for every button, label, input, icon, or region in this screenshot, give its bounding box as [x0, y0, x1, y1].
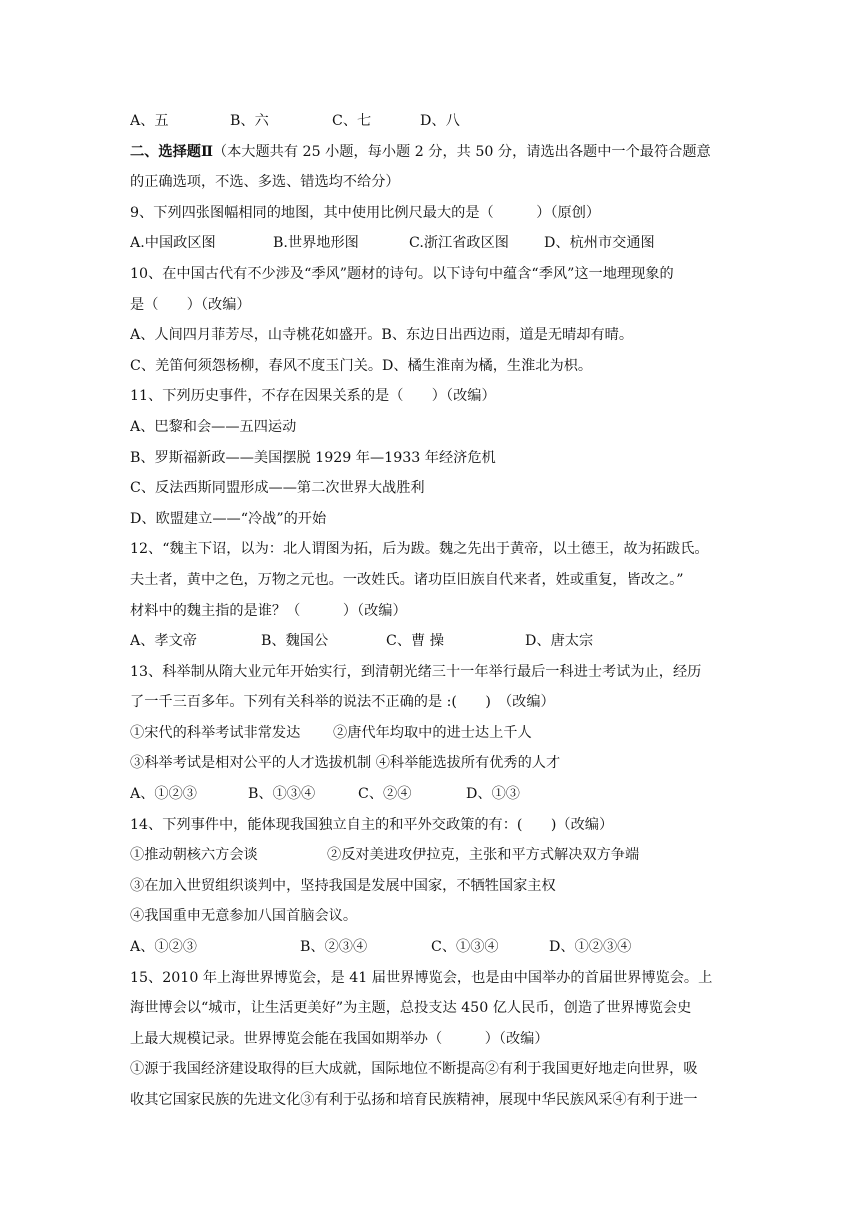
q14-item-3: ③在加入世贸组织谈判中，坚持我国是发展中国家，不牺牲国家主权	[130, 877, 556, 894]
q13-option-a: A、①②③	[130, 786, 197, 803]
q12-options	[130, 626, 736, 657]
q10-stem-cont: 是（ ）（改编）	[130, 296, 251, 313]
q14-item-1: ①推动朝核六方会谈	[130, 847, 258, 864]
exam-page	[130, 106, 736, 1116]
q13-options	[130, 779, 736, 810]
q12-option-c: C、曹 操	[386, 633, 444, 650]
q15-stem: 15、2010 年上海世界博览会，是 41 届世界博览会，也是由中国举办的首届世界博览会。上	[130, 969, 713, 986]
section2-header	[130, 137, 736, 168]
q14-item-2: ②反对美进攻伊拉克，主张和平方式解决双方争端	[327, 847, 640, 864]
q14-stem: 14、下列事件中，能体现我国独立自主的和平外交政策的有：( )（改编）	[130, 816, 614, 833]
q15-items-line2: 收其它国家民族的先进文化③有利于弘扬和培育民族精神，展现中华民族风采④有利于进一	[130, 1092, 698, 1108]
q10-options-ab: A、人间四月菲芳尽，山寺桃花如盛开。B、东边日出西边雨，道是无晴却有晴。	[130, 327, 634, 344]
q13-option-b: B、①③④	[248, 786, 316, 803]
q13-option-c: C、②④	[358, 786, 412, 803]
q14-items-12	[130, 840, 736, 871]
q11-option-b: B、罗斯福新政——美国摆脱 1929 年—1933 年经济危机	[130, 449, 496, 466]
q8-option-b: B、六	[230, 113, 269, 129]
q12-option-d: D、唐太宗	[525, 633, 594, 650]
q11-option-a: A、巴黎和会——五四运动	[130, 418, 297, 435]
q9-option-b: B.世界地形图	[273, 235, 359, 252]
q13-items-12	[130, 718, 736, 749]
q9-option-a: A.中国政区图	[130, 235, 216, 252]
q8-option-c: C、七	[332, 113, 372, 129]
q14-option-a: A、①②③	[130, 939, 197, 956]
section2-heading: 二、选择题Ⅱ	[130, 143, 213, 160]
q10-options-cd: C、羌笛何须怨杨柳，春风不度玉门关。D、橘生淮南为橘，生淮北为枳。	[130, 357, 593, 374]
q11-stem: 11、下列历史事件，不存在因果关系的是（ ）（改编）	[130, 388, 496, 405]
q12-option-b: B、魏国公	[261, 633, 329, 650]
q13-stem-cont: 了一千三百多年。下列有关科举的说法不正确的是 :( ) （改编）	[130, 694, 555, 711]
q15-question: 上最大规模记录。世界博览会能在我国如期举办（ ）（改编）	[130, 1030, 549, 1047]
q14-item-4: ④我国重申无意参加八国首脑会议。	[130, 908, 358, 925]
q12-question: 材料中的魏主指的是谁？（ ）（改编）	[130, 602, 407, 619]
q12-stem-cont: 夫土者，黄中之色，万物之元也。一改姓氏。诸功臣旧族自代来者，姓或重复，皆改之。”	[130, 571, 684, 588]
q9-options	[130, 228, 736, 259]
q15-stem-cont: 海世博会以“城市，让生活更美好”为主题，总投支达 450 亿人民币，创造了世界博览会史	[130, 1000, 692, 1017]
q10-stem: 10、在中国古代有不少涉及“季风”题材的诗句。以下诗句中蕴含“季风”这一地理现象的	[130, 265, 674, 282]
q14-option-c: C、①③④	[431, 939, 499, 956]
q12-stem: 12、“魏主下诏，以为：北人谓图为拓，后为跋。魏之先出于黄帝，以土德王，故为拓跋氏。	[130, 541, 709, 558]
section2-desc: （本大题共有 25 小题，每小题 2 分，共 50 分，请选出各题中一个最符合题意	[212, 143, 711, 160]
q12-option-a: A、孝文帝	[130, 633, 197, 650]
q13-stem: 13、科举制从隋大业元年开始实行，到清朝光绪三十一年举行最后一科进士考试为止，经历	[130, 663, 702, 680]
q15-items-line1: ①源于我国经济建设取得的巨大成就，国际地位不断提高②有利于我国更好地走向世界，吸	[130, 1061, 698, 1078]
q8-option-d: D、八	[420, 113, 460, 129]
q13-items-34: ③科举考试是相对公平的人才选拔机制 ④科举能选拔所有优秀的人才	[130, 755, 561, 772]
q13-item-1: ①宋代的科举考试非常发达	[130, 724, 301, 741]
q11-option-d: D、欧盟建立——“冷战”的开始	[130, 510, 327, 527]
q14-option-d: D、①②③④	[549, 939, 632, 956]
q9-option-c: C.浙江省政区图	[409, 235, 509, 252]
q13-option-d: D、①③	[466, 786, 520, 803]
q14-option-b: B、②③④	[300, 939, 368, 956]
q11-option-c: C、反法西斯同盟形成——第二次世界大战胜利	[130, 480, 425, 497]
q8-options	[130, 106, 736, 137]
q9-stem: 9、下列四张图幅相同的地图，其中使用比例尺最大的是（ ）（原创）	[130, 204, 601, 221]
section2-desc-cont: 的正确选项，不选、多选、错选均不给分）	[130, 174, 400, 191]
q9-option-d: D、杭州市交通图	[544, 235, 655, 252]
q14-options	[130, 932, 736, 963]
q8-option-a: A、五	[130, 113, 169, 129]
q13-item-2: ②唐代年均取中的进士达上千人	[333, 724, 532, 741]
